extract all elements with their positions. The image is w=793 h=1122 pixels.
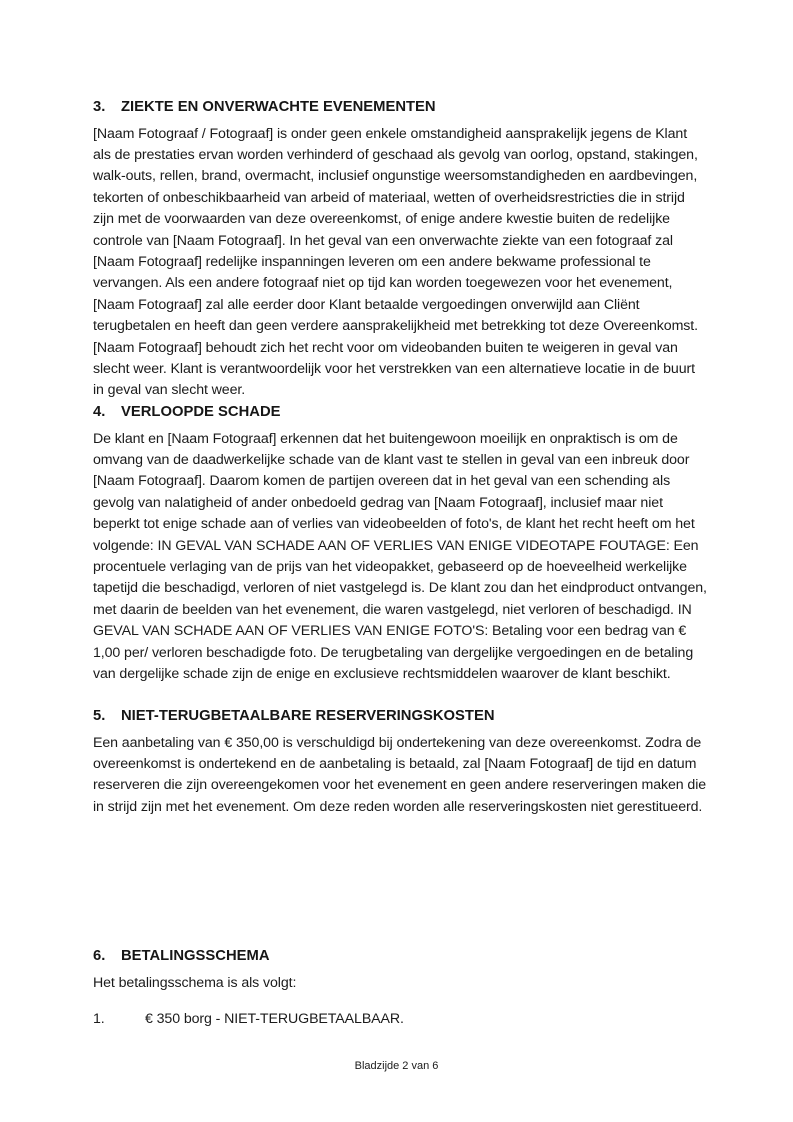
section-4-number: 4.: [93, 404, 106, 420]
section-3-number: 3.: [93, 99, 106, 115]
page-footer: [0, 1059, 793, 1073]
section-3-title: ZIEKTE EN ONVERWACHTE EVENEMENTEN: [121, 99, 436, 115]
payment-item-text: € 350 borg - NIET-TERUGBETAALBAAR.: [145, 1010, 404, 1027]
section-4-title: VERLOOPDE SCHADE: [121, 404, 281, 420]
page-number-label: Bladzijde 2 van 6: [354, 1060, 439, 1072]
contract-section-4: [93, 402, 707, 685]
section-5-body: Een aanbetaling van € 350,00 is verschuldigd bij ondertekening van deze overeenkomst. Zodra de overeenkomst is ondertekend en de aanbetaling is betaald, zal [Naam Fotograaf] de tijd en datum reserveren die zijn overeengekomen voor het evenement en geen andere reserveringen maken die in strijd zijn met het evenement. Om deze reden worden alle reserveringskosten niet gerestitueerd.: [93, 734, 707, 815]
section-4-heading: [93, 402, 707, 424]
section-3-heading: [93, 97, 707, 119]
section-4-body: De klant en [Naam Fotograaf] erkennen dat het buitengewoon moeilijk en onpraktisch is om de omvang van de daadwerkelijke schade van de klant vast te stellen in geval van een inbreuk door [Naam Fotograaf]. Daarom komen de partijen overeen dat in het geval van een schending als gevolg van nalatigheid of ander onbedoeld gedrag van [Naam Fotograaf], inclusief maar niet beperkt tot enige schade aan of verlies van videobeelden of foto's, de klant het recht heeft om het volgende: IN GEVAL VAN SCHADE AAN OF VERLIES VAN ENIGE VIDEOTAPE FOUTAGE: Een procentuele verlaging van de prijs van het videopakket, gebaseerd op de hoeveelheid werkelijke tapetijd die beschadigd, verloren of niet vastgelegd is. De klant zou dan het eindproduct ontvangen, met daarin de beelden van het evenement, die waren vastgelegd, niet verloren of beschadigd. IN GEVAL VAN SCHADE AAN OF VERLIES VAN ENIGE FOTO'S: Betaling voor een bedrag van € 1,00 per/ verloren beschadigde foto. De terugbetaling van dergelijke vergoedingen en de betaling van dergelijke schade zijn de enige en exclusieve rechtsmiddelen waarover de klant beschikt.: [93, 430, 707, 682]
section-6-number: 6.: [93, 948, 106, 964]
contract-section-6: [93, 946, 707, 1030]
section-3-body: [Naam Fotograaf / Fotograaf] is onder geen enkele omstandigheid aansprakelijk jegens de Klant als de prestaties ervan worden verhinderd of geschaad als gevolg van oorlog, opstand, stakingen, walk-outs, rellen, brand, overmacht, inclusief ongunstige weersomstandigheden en aardbevingen, tekorten of onbeschikbaarheid van arbeid of materiaal, wetten of overheidsrestricties die in strijd zijn met de voorwaarden van deze overeenkomst, of enige andere kwestie buiten de redelijke controle van [Naam Fotograaf]. In het geval van een onverwachte ziekte van een fotograaf zal [Naam Fotograaf] redelijke inspanningen leveren om een andere bekwame professional te vervangen. Als een andere fotograaf niet op tijd kan worden toegewezen voor het evenement, [Naam Fotograaf] zal alle eerder door Klant betaalde vergoedingen onverwijld aan Cliënt terugbetalen en heeft dan geen verdere aansprakelijkheid met betrekking tot deze Overeenkomst. [Naam Fotograaf] behoudt zich het recht voor om videobanden buiten te weigeren in geval van slecht weer. Klant is verantwoordelijk voor het verstrekken van een alternatieve locatie in de buurt in geval van slecht weer.: [93, 125, 698, 399]
contract-section-3: [93, 97, 707, 402]
contract-section-5: [93, 706, 707, 818]
section-6-intro: Het betalingsschema is als volgt:: [93, 974, 297, 991]
section-5-heading: [93, 706, 707, 728]
section-5-title: NIET-TERUGBETAALBARE RESERVERINGSKOSTEN: [121, 708, 495, 724]
payment-item-number: 1.: [93, 1010, 105, 1027]
payment-schedule-item: [93, 1009, 707, 1030]
section-5-number: 5.: [93, 708, 106, 724]
section-6-title: BETALINGSSCHEMA: [121, 948, 270, 964]
section-6-heading: [93, 946, 707, 968]
